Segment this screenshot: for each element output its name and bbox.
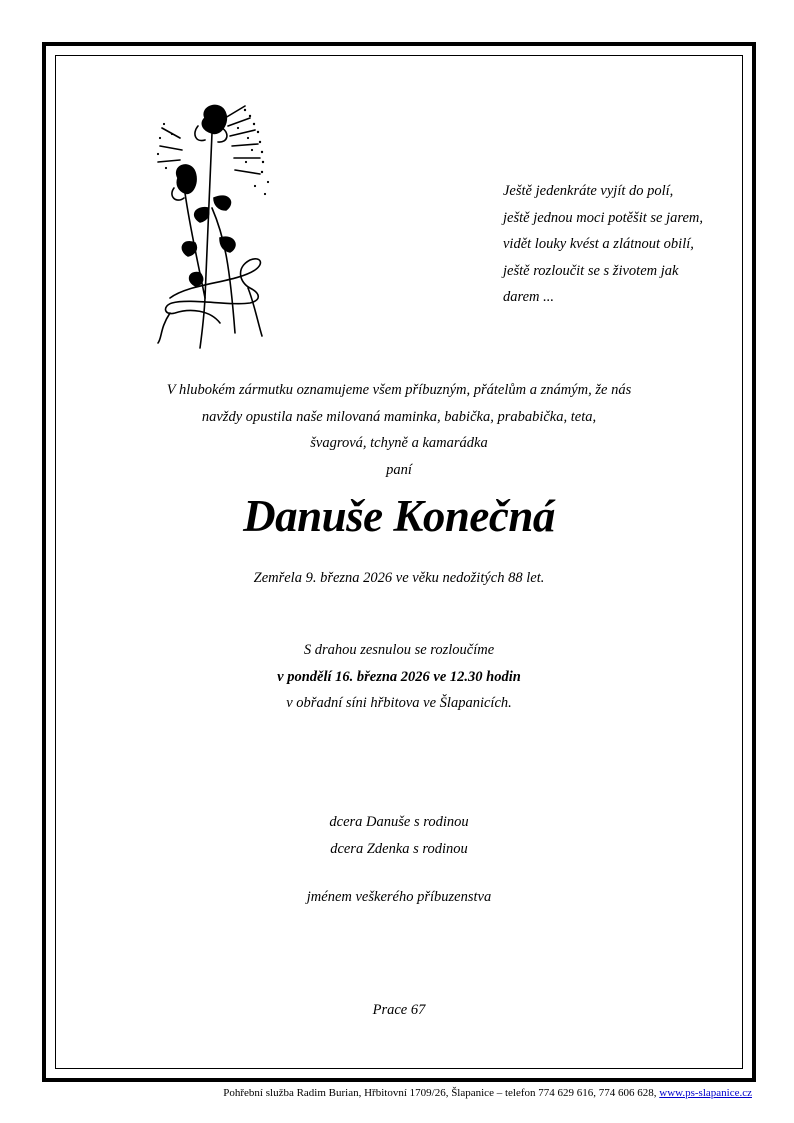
poem-line: ještě rozloučit se s životem jak bbox=[503, 262, 679, 279]
signer: dcera Zdenka s rodinou bbox=[330, 840, 468, 857]
relatives-note: jménem veškerého příbuzenstva bbox=[306, 889, 492, 905]
footer bbox=[223, 1087, 752, 1099]
poem bbox=[503, 178, 743, 311]
farewell-line: S drahou zesnulou se rozloučíme bbox=[303, 642, 495, 658]
address: Prace 67 bbox=[372, 1002, 426, 1018]
farewell-info bbox=[55, 637, 743, 717]
poem-line: ještě jednou moci potěšit se jarem, bbox=[503, 209, 704, 226]
death-notice: Zemřela 9. března 2026 ve věku nedožitých 88 let. bbox=[253, 570, 545, 586]
intro-line: V hlubokém zármutku oznamujeme všem příbuzným, přátelům a známým, že nás bbox=[166, 382, 632, 398]
farewell-date: v pondělí 16. března 2026 ve 12.30 hodin bbox=[277, 668, 521, 685]
poem-line: Ještě jedenkráte vyjít do polí, bbox=[503, 183, 674, 199]
intro-line: paní bbox=[386, 461, 412, 478]
deceased-name: Danuše Konečná bbox=[243, 491, 555, 541]
signer: dcera Danuše s rodinou bbox=[329, 814, 469, 830]
signers bbox=[55, 809, 743, 862]
intro-line: navždy opustila naše milovaná maminka, babička, prababička, teta, bbox=[201, 408, 597, 425]
footer-text: Pohřební služba Radim Burian, Hřbitovní 1709/26, Šlapanice – telefon 774 629 616, 774 606 628, bbox=[223, 1087, 660, 1099]
poem-line: darem ... bbox=[503, 289, 555, 305]
farewell-place: v obřadní síni hřbitova ve Šlapanicích. bbox=[286, 695, 512, 711]
announcement-intro bbox=[55, 377, 743, 483]
rose-sprig-icon bbox=[150, 98, 275, 353]
poem-line: vidět louky kvést a zlátnout obilí, bbox=[503, 236, 694, 252]
intro-line: švagrová, tchyně a kamarádka bbox=[310, 435, 488, 452]
footer-link[interactable]: www.ps-slapanice.cz bbox=[659, 1087, 752, 1099]
